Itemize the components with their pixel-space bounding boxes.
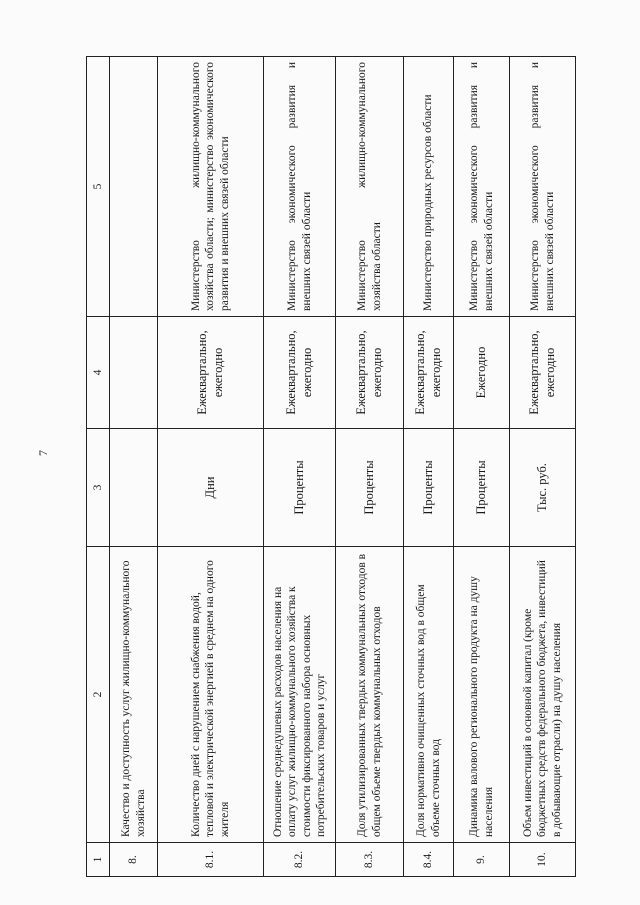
unit-cell: Тыс. руб. bbox=[510, 429, 576, 547]
table-row bbox=[264, 57, 336, 877]
row-number: 8. bbox=[110, 843, 158, 877]
indicator-name: Качество и доступность услуг жилищно-коммунального хозяйства bbox=[110, 547, 158, 843]
responsible-cell bbox=[110, 57, 158, 317]
frequency-cell: Ежеквартально, ежегодно bbox=[158, 317, 264, 429]
row-number: 8.2. bbox=[264, 843, 336, 877]
responsible-cell: Министерство жилищно-коммунального хозяйства области bbox=[336, 57, 404, 317]
table-row bbox=[404, 57, 454, 877]
page-number: 7 bbox=[36, 450, 50, 456]
table-row bbox=[158, 57, 264, 877]
row-number: 10. bbox=[510, 843, 576, 877]
unit-cell: Проценты bbox=[454, 429, 510, 547]
frequency-cell bbox=[110, 317, 158, 429]
indicator-name: Динамика валового регионального продукта на душу населения bbox=[454, 547, 510, 843]
responsible-cell: Министерство экономического развития и внешних связей области bbox=[510, 57, 576, 317]
frequency-cell: Ежеквартально, ежегодно bbox=[336, 317, 404, 429]
frequency-cell: Ежеквартально, ежегодно bbox=[264, 317, 336, 429]
unit-cell: Проценты bbox=[264, 429, 336, 547]
indicator-name: Отношение среднедушевых расходов населения на оплату услуг жилищно-коммунального хозяйства к стоимости фиксированного набора основных потребительских товаров и услуг bbox=[264, 547, 336, 843]
indicator-name: Доля утилизированных твердых коммунальных отходов в общем объеме твердых коммунальных отходов bbox=[336, 547, 404, 843]
frequency-cell: Ежеквартально, ежегодно bbox=[510, 317, 576, 429]
responsible-cell: Министерство жилищно-коммунального хозяйства области; министерство экономического развития и внешних связей области bbox=[158, 57, 264, 317]
responsible-cell: Министерство природных ресурсов области bbox=[404, 57, 454, 317]
row-number: 9. bbox=[454, 843, 510, 877]
header-cell-1: 1 bbox=[87, 843, 110, 877]
header-cell-4: 4 bbox=[87, 317, 110, 429]
table-row bbox=[454, 57, 510, 877]
unit-cell: Проценты bbox=[336, 429, 404, 547]
table-row bbox=[110, 57, 158, 877]
header-cell-5: 5 bbox=[87, 57, 110, 317]
frequency-cell: Ежегодно bbox=[454, 317, 510, 429]
indicators-table bbox=[86, 56, 576, 877]
unit-cell: Проценты bbox=[404, 429, 454, 547]
rotated-table-container bbox=[86, 57, 572, 877]
responsible-cell: Министерство экономического развития и внешних связей области bbox=[264, 57, 336, 317]
header-cell-2: 2 bbox=[87, 547, 110, 843]
table-row bbox=[336, 57, 404, 877]
indicator-name: Доля нормативно очищенных сточных вод в общем объеме сточных вод bbox=[404, 547, 454, 843]
row-number: 8.1. bbox=[158, 843, 264, 877]
indicator-name: Объем инвестиций в основной капитал (кроме бюджетных средств федерального бюджета, инвестиций в добывающие отрасли) на душу населения bbox=[510, 547, 576, 843]
unit-cell: Дни bbox=[158, 429, 264, 547]
table-row bbox=[510, 57, 576, 877]
unit-cell bbox=[110, 429, 158, 547]
responsible-cell: Министерство экономического развития и внешних связей области bbox=[454, 57, 510, 317]
indicator-name: Количество дней с нарушением снабжения водой, тепловой и электрической энергией в среднем на одного жителя bbox=[158, 547, 264, 843]
row-number: 8.3. bbox=[336, 843, 404, 877]
row-number: 8.4. bbox=[404, 843, 454, 877]
frequency-cell: Ежеквартально, ежегодно bbox=[404, 317, 454, 429]
header-row bbox=[87, 57, 110, 877]
header-cell-3: 3 bbox=[87, 429, 110, 547]
